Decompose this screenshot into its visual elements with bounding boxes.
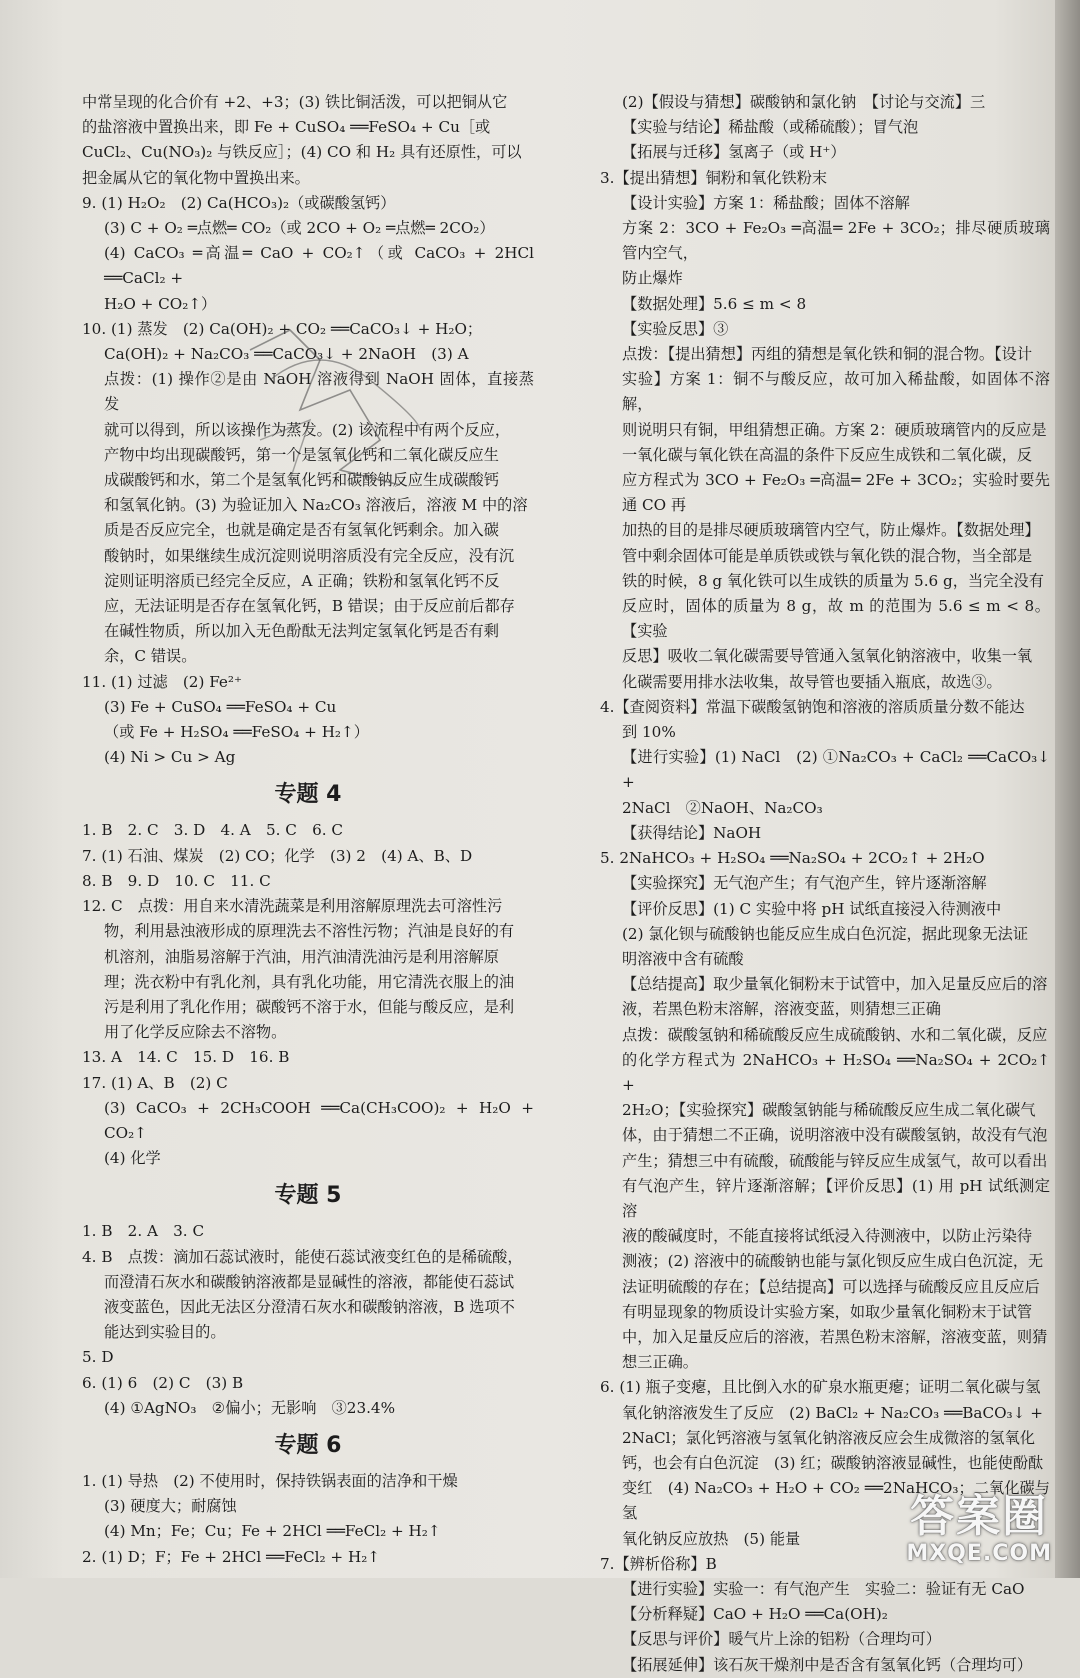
text-line: 钙，也会有白色沉淀 (3) 红；碳酸钠溶液显碱性，也能使酚酞 [622, 1453, 1044, 1472]
text-line: 方案 2：3CO + Fe₂O₃ ═高温═ 2Fe + 3CO₂；排尽硬质玻璃管内空气， [622, 219, 1050, 263]
text-line: 理；洗衣粉中有乳化剂，具有乳化功能，用它清洗衣服上的油 [104, 972, 515, 991]
text-line: 加热的目的是排尽硬质玻璃管内空气，防止爆炸。【数据处理】 [622, 521, 1040, 540]
text-line: 明溶液中含有硫酸 [622, 949, 744, 968]
text-line: H₂O + CO₂↑） [104, 294, 217, 313]
text-line: 【进行实验】(1) NaCl (2) ①Na₂CO₃ + CaCl₂ ══CaCO₃↓ + [622, 748, 1050, 792]
text-line: 6. (1) 瓶子变瘪，且比倒入水的矿泉水瓶更瘪；证明二氧化碳与氢 [600, 1378, 1041, 1397]
text-line: 产生；猜想三中有硫酸，硫酸能与锌反应生成氢气，故可以看出 [622, 1151, 1048, 1170]
text-line: 的化学方程式为 2NaHCO₃ + H₂SO₄ ══Na₂SO₄ + 2CO₂↑ + [622, 1050, 1050, 1094]
text-line: (4) Ni > Cu > Ag [104, 748, 236, 767]
text-line: 2NaCl；氯化钙溶液与氢氧化钠溶液反应会生成微溶的氢氧化 [622, 1428, 1035, 1447]
text-line: 7. (1) 石油、煤炭 (2) CO；化学 (3) 2 (4) A、B、D [82, 846, 473, 865]
text-line: 【拓展与迁移】氢离子（或 H⁺） [622, 143, 846, 162]
text-line: 和氢氧化钠。(3) 为验证加入 Na₂CO₃ 溶液后，溶液 M 中的溶 [104, 496, 528, 515]
text-line: 实验】方案 1：铜不与酸反应，故可加入稀盐酸，如固体不溶解， [622, 370, 1050, 414]
text-line: 反思】吸收二氧化碳需要导管通入氢氧化钠溶液中，收集一氧 [622, 647, 1033, 666]
text-line: 酸钠时，如果继续生成沉淀则说明溶质没有完全反应，没有沉 [104, 546, 515, 565]
page-fold-shadow [1055, 0, 1080, 1578]
text-line: 5. D [82, 1348, 114, 1367]
text-line: （或 Fe + H₂SO₄ ══FeSO₄ + H₂↑） [104, 723, 369, 742]
text-line: 有气泡产生，锌片逐渐溶解；【评价反思】(1) 用 pH 试纸测定溶 [622, 1176, 1050, 1220]
text-line: 6. (1) 6 (2) C (3) B [82, 1373, 244, 1392]
section-heading-6: 专题 6 [274, 1432, 342, 1458]
text-line: Ca(OH)₂ + Na₂CO₃ ══CaCO₃↓ + 2NaOH (3) A [104, 345, 469, 364]
text-line: 【评价反思】(1) C 实验中将 pH 试纸直接浸入待测液中 [622, 899, 1002, 918]
text-line: 中常呈现的化合价有 +2、+3；(3) 铁比铜活泼，可以把铜从它 [82, 93, 508, 111]
text-line: 【获得结论】NaOH [622, 823, 762, 842]
watermark-logo-text: 答案圈 [910, 1491, 1049, 1542]
text-line: 变红 (4) Na₂CO₃ + H₂O + CO₂ ══2NaHCO₃；二氧化碳与氢 [622, 1479, 1050, 1523]
text-line: (4) CaCO₃ ═高温═ CaO + CO₂↑（或 CaCO₃ + 2HCl ══CaCl₂ + [104, 244, 534, 288]
text-line: 产物中均出现碳酸钙，第一个是氢氧化钙和二氧化碳反应生 [104, 445, 499, 464]
text-line: 11. (1) 过滤 (2) Fe²⁺ [82, 672, 243, 691]
text-line: 污是利用了乳化作用；碳酸钙不溶于水，但能与酸反应，是利 [104, 997, 515, 1016]
text-line: 【实验探究】无气泡产生；有气泡产生，锌片逐渐溶解 [622, 874, 987, 893]
text-line: (4) 化学 [104, 1149, 161, 1168]
text-line: 的盐溶液中置换出来，即 Fe + CuSO₄ ══FeSO₄ + Cu［或 [82, 118, 491, 137]
text-line: 【总结提高】取少量氧化铜粉末于试管中，加入足量反应后的溶 [622, 975, 1048, 994]
text-line: 7.【辨析俗称】B [600, 1554, 717, 1573]
text-line: CuCl₂、Cu(NO₃)₂ 与铁反应］；(4) CO 和 H₂ 具有还原性，可以 [82, 143, 522, 162]
text-line: 【反思与评价】暖气片上涂的铝粉（合理均可） [622, 1630, 941, 1649]
text-line: (3) Fe + CuSO₄ ══FeSO₄ + Cu [104, 697, 337, 716]
text-line: 2. (1) D；F；Fe + 2HCl ══FeCl₂ + H₂↑ [82, 1547, 381, 1566]
answer-2-continued [600, 90, 1050, 166]
text-line: 【实验反思】③ [622, 319, 729, 338]
text-line: 用了化学反应除去不溶物。 [104, 1023, 287, 1042]
section-5-answers [82, 1219, 534, 1421]
text-line: 氧化钠反应放热 (5) 能量 [622, 1529, 801, 1548]
text-line: 13. A 14. C 15. D 16. B [82, 1048, 290, 1067]
answer-11 [82, 670, 534, 771]
text-line: 应方程式为 3CO + Fe₂O₃ ═高温═ 2Fe + 3CO₂；实验时要先通 CO 再 [622, 471, 1050, 515]
text-line: (4) Mn；Fe；Cu；Fe + 2HCl ══FeCl₂ + H₂↑ [104, 1522, 441, 1541]
text-line: 1. B 2. C 3. D 4. A 5. C 6. C [82, 821, 344, 840]
text-line: 氧化钠溶液发生了反应 (2) BaCl₂ + Na₂CO₃ ══BaCO₃↓ + [622, 1403, 1043, 1422]
text-line: 把金属从它的氧化物中置换出来。 [82, 168, 310, 187]
text-line: 1. (1) 导热 (2) 不使用时，保持铁锅表面的洁净和干燥 [82, 1471, 458, 1490]
text-line: 机溶剂，油脂易溶解于汽油，用汽油清洗油污是利用溶解原 [104, 947, 499, 966]
text-line: (2)【假设与猜想】碳酸钠和氯化钠 【讨论与交流】三 [622, 93, 986, 111]
text-line: 点拨：【提出猜想】丙组的猜想是氧化铁和铜的混合物。【设计 [622, 345, 1033, 364]
text-line: 化碳需要用排水法收集，故导管也要插入瓶底，故选③。 [622, 672, 1002, 691]
pencil-scribble [230, 320, 440, 500]
text-line: 液的酸碱度时，不能直接将试纸浸入待测液中，以防止污染待 [622, 1227, 1033, 1246]
answer-4 [600, 695, 1050, 846]
answer-3 [600, 166, 1050, 695]
text-line: 测液；(2) 溶液中的硫酸钠也能与氯化钡反应生成白色沉淀，无 [622, 1252, 1044, 1271]
text-line: 物，利用悬浊液形成的原理洗去不溶性污物；汽油是良好的有 [104, 922, 515, 941]
answer-9 [82, 191, 534, 317]
text-line: 17. (1) A、B (2) C [82, 1073, 228, 1092]
left-column [82, 90, 534, 1570]
text-line: 想三正确。 [622, 1353, 698, 1372]
watermark-site-text: MXQE.COM [906, 1541, 1052, 1566]
text-line: 在碱性物质，所以加入无色酚酞无法判定氢氧化钙是否有剩 [104, 622, 499, 641]
text-line: (3) CaCO₃ + 2CH₃COOH ══Ca(CH₃COO)₂ + H₂O + CO₂↑ [104, 1098, 534, 1142]
watermark-logo [906, 1493, 1052, 1566]
text-line: 有明显现象的物质设计实验方案，如取少量氧化铜粉末于试管 [622, 1302, 1033, 1321]
text-line: 中，加入足量反应后的溶液，若黑色粉末溶解，溶液变蓝，则猜 [622, 1327, 1048, 1346]
text-line: 能达到实验目的。 [104, 1323, 226, 1342]
text-line: 防止爆炸 [622, 269, 683, 288]
text-line: 【设计实验】方案 1：稀盐酸；固体不溶解 [622, 193, 910, 212]
answer-7 [600, 1552, 1050, 1678]
text-line: 法证明硫酸的存在；【总结提高】可以选择与硫酸反应且反应后 [622, 1277, 1040, 1296]
text-line: 【拓展延伸】该石灰干燥剂中是否含有氢氧化钙（合理均可） [622, 1655, 1033, 1674]
text-line: 管中剩余固体可能是单质铁或铁与氧化铁的混合物，当全部是 [622, 546, 1033, 565]
right-column [600, 90, 1050, 1678]
text-line: 1. B 2. A 3. C [82, 1222, 205, 1241]
text-line: 2NaCl ②NaOH、Na₂CO₃ [622, 798, 823, 817]
text-line: (3) 硬度大；耐腐蚀 [104, 1497, 237, 1516]
text-line: 则说明只有铜，甲组猜想正确。方案 2：硬质玻璃管内的反应是 [622, 420, 1047, 439]
text-line: (3) C + O₂ ═点燃═ CO₂（或 2CO + O₂ ═点燃═ 2CO₂） [104, 219, 495, 238]
text-line: 淀则证明溶质已经完全反应，A 正确；铁粉和氢氧化钙不反 [104, 571, 500, 590]
text-line: 9. (1) H₂O₂ (2) Ca(HCO₃)₂（或碳酸氢钙） [82, 193, 396, 212]
text-line: 应，无法证明是否存在氢氧化钙，B 错误；由于反应前后都存 [104, 597, 515, 616]
section-4-answers [82, 818, 534, 1171]
text-line: 2H₂O；【实验探究】碳酸氢钠能与稀硫酸反应生成二氧化碳气 [622, 1101, 1036, 1120]
section-heading-5: 专题 5 [274, 1183, 342, 1209]
text-line: 体，由于猜想二不正确，说明溶液中没有碳酸氢钠，故没有气泡 [622, 1126, 1048, 1145]
text-line: 质是否反应完全，也就是确定是否有氢氧化钙剩余。加入碳 [104, 521, 499, 540]
text-line: 3.【提出猜想】铜粉和氧化铁粉末 [600, 168, 828, 187]
text-line: 就可以得到，所以该操作为蒸发。(2) 该流程中有两个反应， [104, 420, 511, 439]
text-line: 4.【查阅资料】常温下碳酸氢钠饱和溶液的溶质质量分数不能达 [600, 697, 1025, 716]
text-line: 点拨：(1) 操作②是由 NaOH 溶液得到 NaOH 固体，直接蒸发 [104, 370, 534, 414]
answer-5 [600, 846, 1050, 1375]
text-line: 铁的时候，8 g 氧化铁可以生成铁的质量为 5.6 g，当完全没有 [622, 571, 1044, 590]
text-line: 【数据处理】5.6 ≤ m < 8 [622, 294, 807, 313]
text-line: (2) 氯化钡与硫酸钠也能反应生成白色沉淀，据此现象无法证 [622, 924, 1029, 943]
text-line: 液，若黑色粉末溶解，溶液变蓝，则猜想三正确 [622, 1000, 941, 1019]
text-line: 5. 2NaHCO₃ + H₂SO₄ ══Na₂SO₄ + 2CO₂↑ + 2H₂O [600, 849, 985, 868]
text-line: 8. B 9. D 10. C 11. C [82, 871, 271, 890]
text-line: 【进行实验】实验一：有气泡产生 实验二：验证有无 CaO [622, 1579, 1025, 1598]
text-line: 10. (1) 蒸发 (2) Ca(OH)₂ + CO₂ ══CaCO₃↓ + H₂O； [82, 319, 483, 338]
text-line: 12. C 点拨：用自来水清洗蔬菜是利用溶解原理洗去可溶性污 [82, 897, 503, 916]
text-line: 而澄清石灰水和碳酸钠溶液都是显碱性的溶液，都能使石蕊试 [104, 1272, 515, 1291]
section-6-answers [82, 1469, 534, 1570]
text-line: 4. B 点拨：滴加石蕊试液时，能使石蕊试液变红色的是稀硫酸， [82, 1247, 523, 1266]
text-line: 到 10% [622, 723, 676, 742]
text-line: 【分析释疑】CaO + H₂O ══Ca(OH)₂ [622, 1605, 888, 1624]
text-line: 液变蓝色，因此无法区分澄清石灰水和碳酸钠溶液，B 选项不 [104, 1297, 515, 1316]
text-line: (4) ①AgNO₃ ②偏小；无影响 ③23.4% [104, 1398, 396, 1417]
section-heading-4: 专题 4 [274, 782, 342, 808]
text-line: 点拨：碳酸氢钠和稀硫酸反应生成硫酸钠、水和二氧化碳，反应 [622, 1025, 1048, 1044]
left-continued-text [82, 90, 534, 191]
text-line: 成碳酸钙和水，第二个是氢氧化钙和碳酸钠反应生成碳酸钙 [104, 471, 499, 490]
text-line: 余，C 错误。 [104, 647, 197, 666]
text-line: 【实验与结论】稀盐酸（或稀硫酸）；冒气泡 [622, 118, 919, 137]
text-line: 一氧化碳与氧化铁在高温的条件下反应生成铁和二氧化碳，反 [622, 445, 1033, 464]
text-line: 反应时，固体的质量为 8 g，故 m 的范围为 5.6 ≤ m < 8。【实验 [622, 597, 1050, 641]
